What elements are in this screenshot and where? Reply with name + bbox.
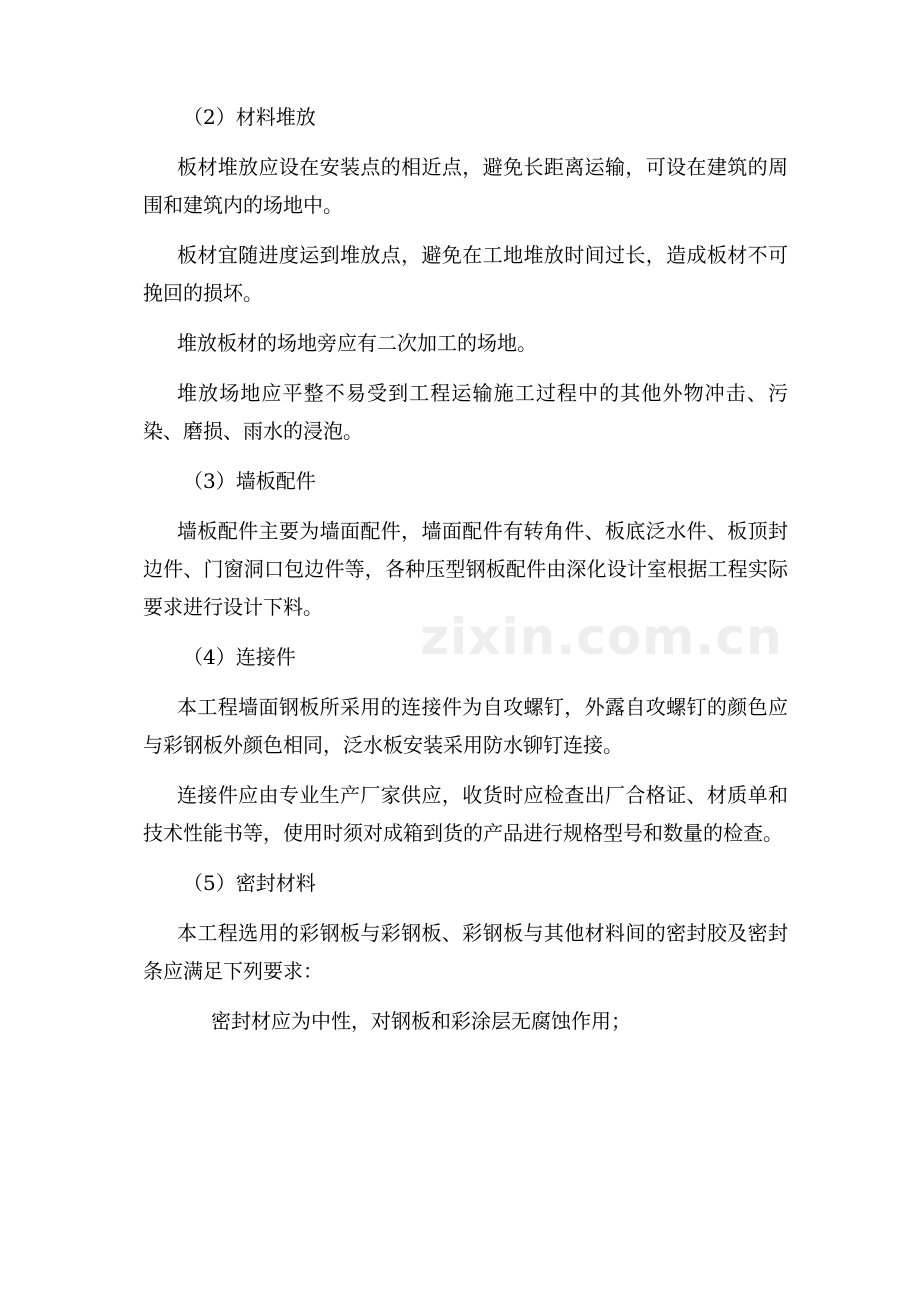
document-body — [143, 98, 788, 1052]
paragraph: 墙板配件主要为墙面配件，墙面配件有转角件、板底泛水件、板顶封边件、门窗洞口包边件等，各种压型钢板配件由深化设计室根据工程实际要求进行设计下料。 — [143, 519, 788, 619]
paragraph: 板材宜随进度运到堆放点，避免在工地堆放时间过长，造成板材不可挽回的损坏。 — [143, 243, 788, 305]
paragraph: 堆放板材的场地旁应有二次加工的场地。 — [177, 331, 537, 355]
paragraph: 本工程选用的彩钢板与彩钢板、彩钢板与其他材料间的密封胶及密封条应满足下列要求： — [143, 921, 788, 983]
section-heading-material-stacking: （2）材料堆放 — [183, 105, 316, 129]
requirement-item: 密封材应为中性，对钢板和彩涂层无腐蚀作用； — [211, 1009, 631, 1033]
section-heading-connectors: （4）连接件 — [183, 645, 296, 669]
watermark-text: zixin.com.cn — [420, 608, 783, 666]
paragraph: 板材堆放应设在安装点的相近点，避免长距离运输，可设在建筑的周围和建筑内的场地中。 — [143, 155, 788, 217]
paragraph: 堆放场地应平整不易受到工程运输施工过程中的其他外物冲击、污染、磨损、雨水的浸泡。 — [143, 381, 788, 443]
paragraph: 本工程墙面钢板所采用的连接件为自攻螺钉，外露自攻螺钉的颜色应与彩钢板外颜色相同，泛水板安装采用防水铆钉连接。 — [143, 695, 788, 757]
paragraph: 连接件应由专业生产厂家供应，收货时应检查出厂合格证、材质单和技术性能书等，使用时须对成箱到货的产品进行规格型号和数量的检查。 — [143, 783, 788, 845]
section-heading-sealing-materials: （5）密封材料 — [183, 871, 316, 895]
section-heading-wall-panel-fittings: （3）墙板配件 — [183, 469, 316, 493]
